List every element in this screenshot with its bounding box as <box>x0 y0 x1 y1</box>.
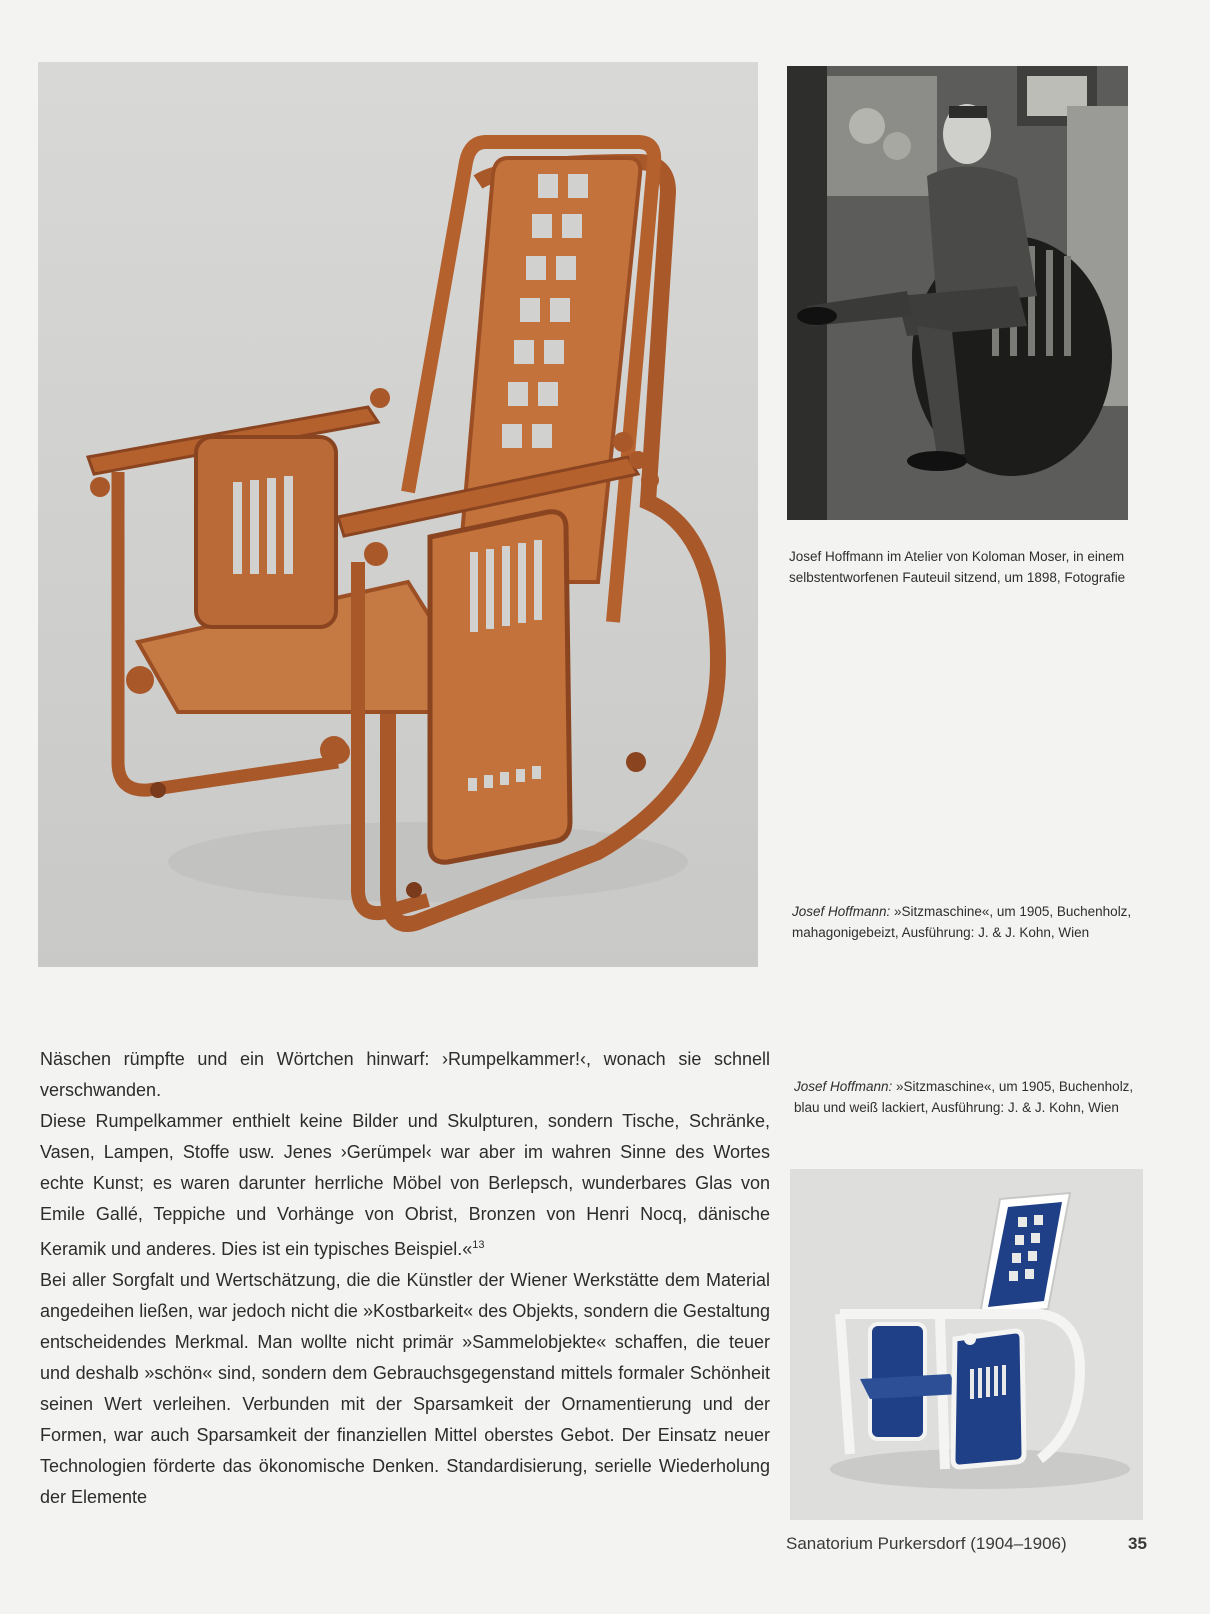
page-number: 35 <box>1128 1534 1147 1553</box>
body-paragraph-2 <box>40 1106 770 1265</box>
sitzmaschine-blue-photo <box>790 1169 1143 1520</box>
portrait-caption <box>789 546 1129 588</box>
body-text <box>40 1044 770 1513</box>
chair-illustration <box>38 62 758 967</box>
sitzmaschine-brown-photo <box>38 62 758 967</box>
blue-chair-illustration <box>790 1169 1143 1520</box>
brown-chair-caption-author: Josef Hoffmann: <box>792 904 891 919</box>
brown-chair-caption-text: »Sitzmaschine«, um 1905, Buchenholz, mahagonigebeizt, Ausführung: J. & J. Kohn, Wien <box>792 904 1132 940</box>
body-paragraph-1: Näschen rümpfte und ein Wörtchen hinwarf: ›Rumpelkammer!‹, wonach sie schnell verschwanden. <box>40 1049 770 1100</box>
running-footer-title: Sanatorium Purkersdorf (1904–1906) <box>786 1534 1067 1553</box>
blue-chair-caption <box>794 1076 1144 1118</box>
blue-chair-caption-text: »Sitzmaschine«, um 1905, Buchenholz, blau und weiß lackiert, Ausführung: J. & J. Kohn, Wien <box>794 1079 1134 1115</box>
brown-chair-caption <box>792 901 1137 943</box>
footnote-marker: 13 <box>472 1239 485 1251</box>
portrait-illustration <box>787 66 1128 520</box>
blue-chair-caption-author: Josef Hoffmann: <box>794 1079 893 1094</box>
body-paragraph-3: Bei aller Sorgfalt und Wertschätzung, die die Künstler der Wiener Werkstätte dem Material angedeihen ließen, war jedoch nicht die »Kostbarkeit« des Objekts, sondern die Gestaltung entscheidendes Merkmal. Man wollte nicht primär »Sammelobjekte« schaffen, die teuer und deshalb »schön« sind, sondern dem Gebrauchsgegenstand mittels formaler Schönheit seinen Wert verleihen. Verbunden mit der Sparsamkeit der Ornamentierung und der Formen, war auch Sparsamkeit der finanziellen Mittel oberstes Gebot. Der Einsatz neuer Technologien förderte das ökonomische Denken. Standardisierung, serielle Wiederholung der Elemente <box>40 1270 770 1507</box>
hoffmann-portrait-photo <box>787 66 1128 520</box>
portrait-caption-text: Josef Hoffmann im Atelier von Koloman Moser, in einem selbstentworfenen Fauteuil sitzend, um 1898, Fotografie <box>789 549 1126 585</box>
body-paragraph-2-text: Diese Rumpelkammer enthielt keine Bilder und Skulpturen, sondern Tische, Schränke, Vasen, Lampen, Stoffe usw. Jenes ›Gerümpel‹ war aber im wahren Sinne des Wortes echte Kunst; es waren darunter herrliche Möbel von Berlepsch, wunderbares Glas von Emile Gallé, Teppiche und Vorhänge von Obrist, Bronzen von Henri Nocq, dänische Keramik und anderes. Dies ist ein typisches Beispiel.« <box>40 1111 770 1259</box>
